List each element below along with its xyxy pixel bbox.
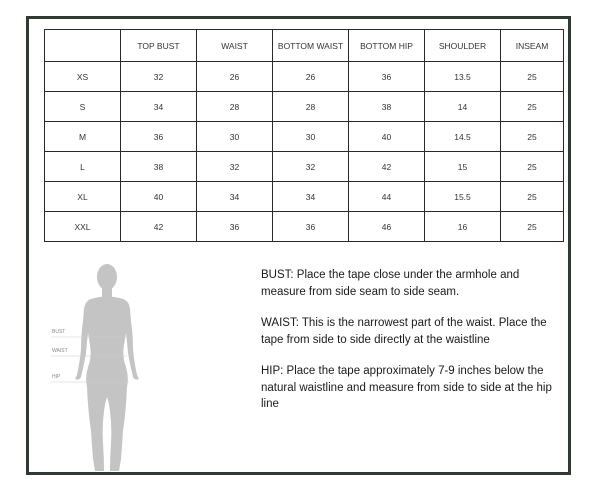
table-cell: 28 [273,92,349,122]
body-silhouette-figure [47,261,157,476]
size-label-cell: XL [45,182,121,212]
table-cell: 40 [349,122,425,152]
bust-instruction: BUST: Place the tape close under the armhole and measure from side seam to side seam. [261,269,520,298]
table-cell: 34 [273,182,349,212]
table-cell: 32 [197,152,273,182]
table-cell: 32 [273,152,349,182]
table-cell: 36 [197,212,273,242]
hip-instruction: HIP: Place the tape approximately 7-9 inches below the natural waistline and measure from side to side at the hip line [261,365,552,410]
table-cell: 15 [425,152,501,182]
table-cell: 40 [121,182,197,212]
table-cell: 44 [349,182,425,212]
table-cell: 32 [121,62,197,92]
table-cell: 14 [425,92,501,122]
header-cell: TOP BUST [121,30,197,62]
size-label-cell: S [45,92,121,122]
header-cell [45,30,121,62]
table-cell: 16 [425,212,501,242]
table-cell: 25 [501,212,564,242]
size-label-cell: L [45,152,121,182]
table-row [45,92,564,122]
table-row [45,182,564,212]
table-cell: 25 [501,182,564,212]
size-label-cell: XS [45,62,121,92]
header-cell: SHOULDER [425,30,501,62]
header-cell: INSEAM [501,30,564,62]
silhouette-icon [75,264,139,471]
table-cell: 36 [121,122,197,152]
size-table [44,29,564,242]
table-cell: 25 [501,62,564,92]
table-cell: 13.5 [425,62,501,92]
table-cell: 14.5 [425,122,501,152]
table-cell: 30 [197,122,273,152]
bust-label: BUST [52,329,66,335]
waist-label: WAIST [52,348,68,354]
table-cell: 36 [349,62,425,92]
table-cell: 26 [273,62,349,92]
table-row [45,152,564,182]
measurement-instructions [261,267,561,428]
table-cell: 42 [349,152,425,182]
table-header-row [45,30,564,62]
table-row [45,212,564,242]
table-row [45,122,564,152]
table-cell: 25 [501,152,564,182]
table-cell: 38 [349,92,425,122]
table-cell: 46 [349,212,425,242]
table-cell: 25 [501,92,564,122]
size-chart-frame [26,16,571,475]
header-cell: BOTTOM HIP [349,30,425,62]
table-cell: 36 [273,212,349,242]
table-row [45,62,564,92]
waist-instruction: WAIST: This is the narrowest part of the waist. Place the tape from side to side directly at the waistline [261,317,547,346]
hip-label: HIP [52,374,61,380]
table-cell: 15.5 [425,182,501,212]
table-cell: 38 [121,152,197,182]
size-label-cell: M [45,122,121,152]
table-cell: 25 [501,122,564,152]
header-cell: WAIST [197,30,273,62]
table-cell: 26 [197,62,273,92]
header-cell: BOTTOM WAIST [273,30,349,62]
table-cell: 34 [197,182,273,212]
size-label-cell: XXL [45,212,121,242]
table-cell: 42 [121,212,197,242]
table-cell: 30 [273,122,349,152]
table-cell: 34 [121,92,197,122]
table-cell: 28 [197,92,273,122]
